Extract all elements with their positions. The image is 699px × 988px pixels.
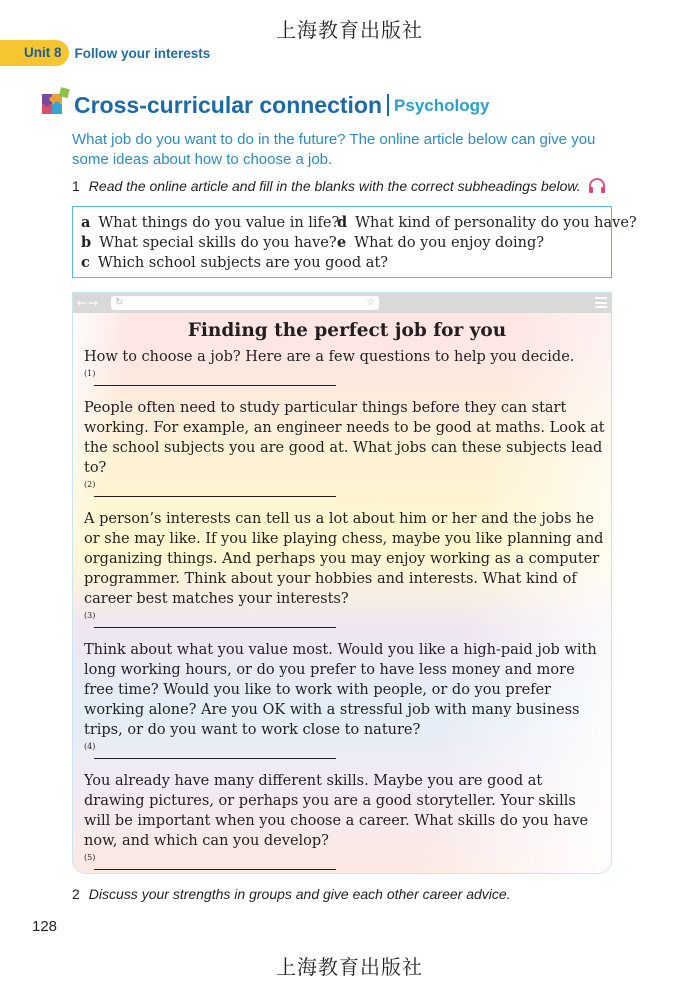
paragraph-1: People often need to study particular things before they can start working. For example, an engineer needs to be good at maths. Look at the school subjects you are good at. What jobs can these subjects lead to? xyxy=(84,400,605,476)
article-title: Finding the perfect job for you xyxy=(187,320,507,341)
back-forward-icon[interactable]: ←→ xyxy=(77,296,100,310)
task-2 xyxy=(72,886,511,902)
blank-4[interactable]: (4) xyxy=(84,740,610,768)
task-1-text: Read the online article and fill in the blanks with the correct subheadings below. xyxy=(88,178,581,194)
unit-title: Follow your interests xyxy=(74,45,211,61)
option-b: b What special skills do you have? xyxy=(81,234,337,251)
blank-1[interactable]: (1) xyxy=(84,367,610,395)
browser-frame xyxy=(72,292,612,874)
unit-label: Unit 8 xyxy=(0,40,69,66)
option-d: d What kind of personality do you have? xyxy=(337,214,637,231)
browser-toolbar xyxy=(73,293,611,313)
title-divider xyxy=(387,94,389,116)
paragraph-3: Think about what you value most. Would you like a high-paid job with long working hours, or do you prefer to have less money and more free time? Would you like to work with people, or do you prefer working alone? Are you OK with a stressful job with many business trips, or do you want to work close to nature? xyxy=(84,642,597,738)
option-c: c Which school subjects are you good at? xyxy=(81,254,389,271)
paragraph-4: You already have many different skills. Maybe you are good at drawing pictures, or perhaps you are a good storyteller. Your skills will be important when you choose a career. What skills do you have now, and which can you develop? xyxy=(84,773,589,849)
option-e: e What do you enjoy doing? xyxy=(337,234,545,251)
task-1-number: 1 xyxy=(72,178,80,194)
section-heading xyxy=(40,86,489,120)
task-2-number: 2 xyxy=(72,886,80,902)
star-icon[interactable]: ☆ xyxy=(366,297,376,308)
headphones-icon[interactable] xyxy=(588,178,606,194)
subheading-options-box xyxy=(72,206,637,278)
section-subject: Psychology xyxy=(394,96,490,115)
menu-icon[interactable] xyxy=(595,297,607,308)
puzzle-icon xyxy=(40,86,72,120)
publisher-header: 上海教育出版社 xyxy=(276,18,423,42)
blank-3[interactable]: (3) xyxy=(84,609,610,637)
address-bar[interactable] xyxy=(111,296,379,310)
unit-header xyxy=(0,40,210,66)
publisher-footer: 上海教育出版社 xyxy=(276,955,423,979)
option-a: a What things do you value in life? xyxy=(81,214,340,231)
section-title: Cross-curricular connection xyxy=(74,92,383,118)
paragraph-2: A person’s interests can tell us a lot about him or her and the jobs he or she may like. If you like playing chess, maybe you like planning and organizing things. And perhaps you may enjoy working as a computer programmer. Think about your hobbies and interests. What kind of career best matches your interests? xyxy=(84,511,604,607)
article-lead: How to choose a job? Here are a few questions to help you decide. xyxy=(84,349,575,365)
page-number: 128 xyxy=(32,918,58,935)
intro-text: What job do you want to do in the future? The online article below can give you some ideas about how to choose a job. xyxy=(72,131,596,168)
task-2-text: Discuss your strengths in groups and give each other career advice. xyxy=(88,886,511,902)
task-1 xyxy=(72,178,606,194)
blank-2[interactable]: (2) xyxy=(84,478,610,506)
blank-5[interactable]: (5) xyxy=(84,851,610,874)
reload-icon[interactable]: ↻ xyxy=(115,297,124,308)
article xyxy=(73,313,610,874)
